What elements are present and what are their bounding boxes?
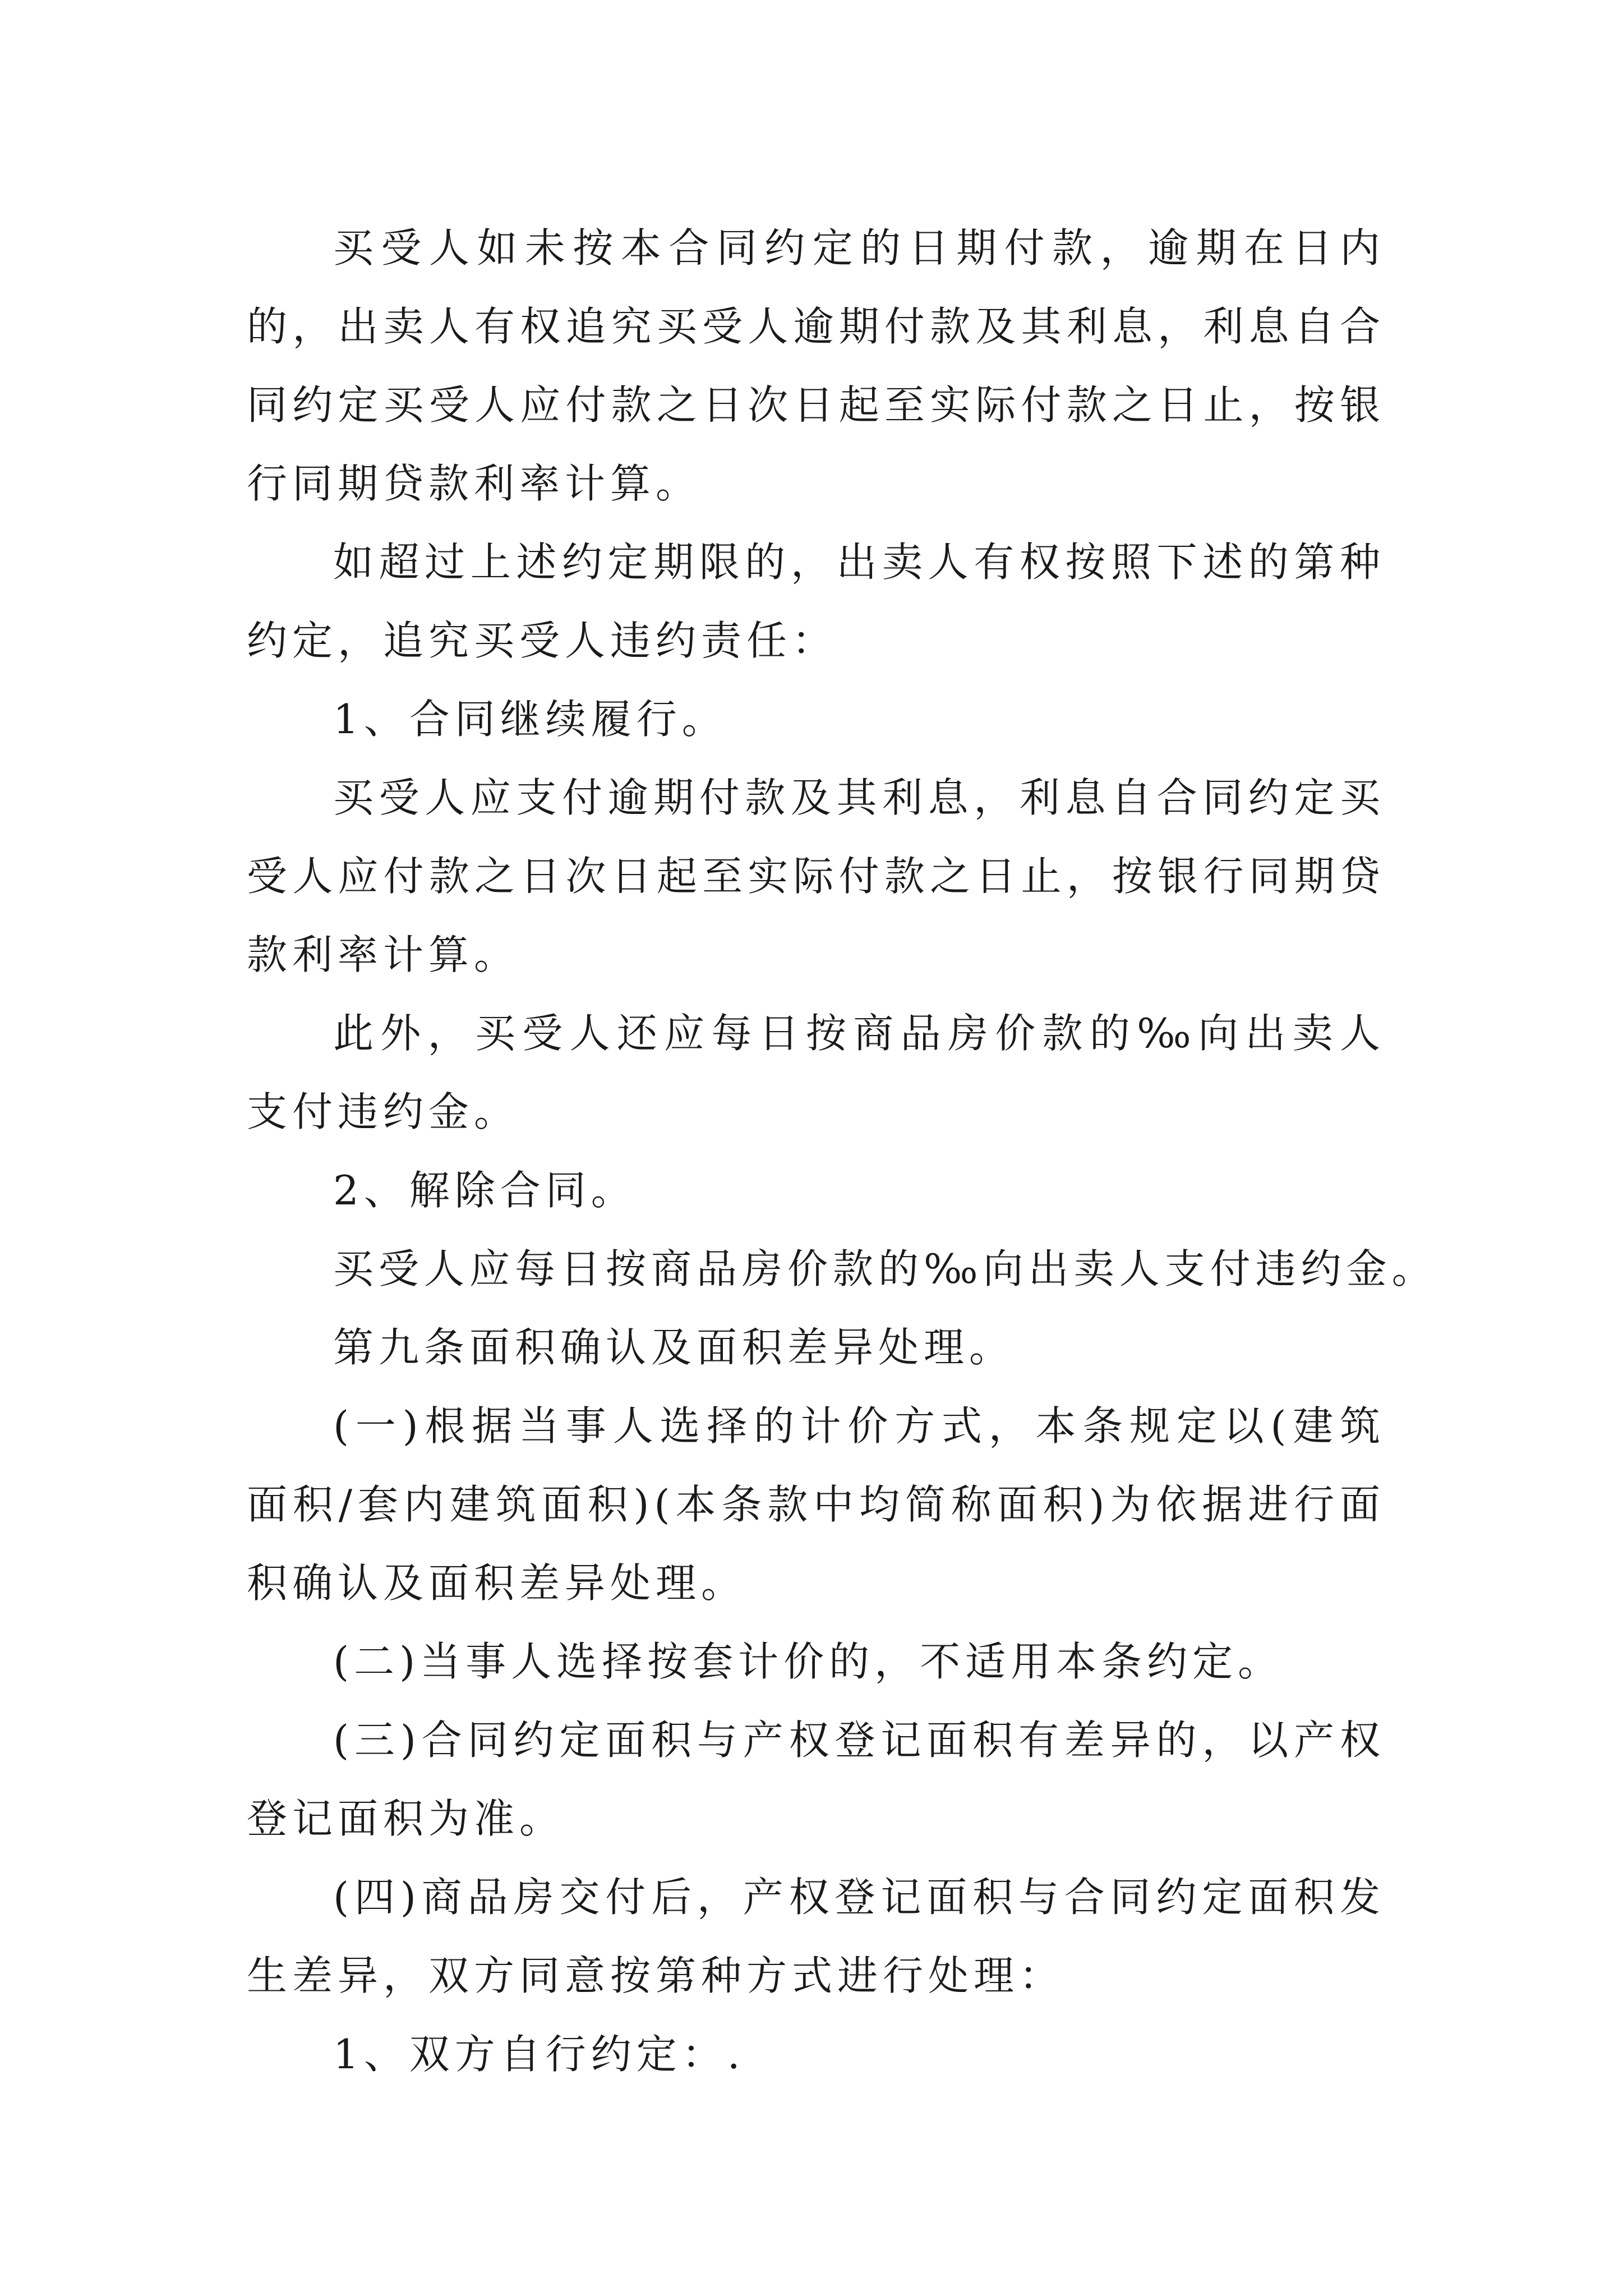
paragraph-penalty: 此外，买受人还应每日按商品房价款的‰向出卖人支付违约金。 [247, 1010, 1385, 1135]
clause-4-after-delivery: (四)商品房交付后，产权登记面积与合同约定面积发生差异，双方同意按第种方式进行处理： [247, 1874, 1385, 1999]
paragraph-exceed-limit: 如超过上述约定期限的，出卖人有权按照下述的第种约定，追究买受人违约责任： [247, 539, 1385, 664]
paragraph-option-1-continue: 1、合同继续履行。 [333, 696, 727, 743]
paragraph-option-2-terminate: 2、解除合同。 [333, 1167, 637, 1214]
clause-4-option-1: 1、双方自行约定：. [333, 2031, 745, 2078]
clause-1-pricing-method: (一)根据当事人选择的计价方式，本条规定以(建筑面积/套内建筑面积)(本条款中均简称面积)为依据进行面积确认及面积差异处理。 [247, 1402, 1385, 1607]
clause-2-per-unit: (二)当事人选择按套计价的，不适用本条约定。 [333, 1638, 1284, 1685]
document-body [247, 209, 1437, 2093]
clause-3-area-difference: (三)合同约定面积与产权登记面积有差异的，以产权登记面积为准。 [247, 1717, 1385, 1842]
article-9-heading: 第九条面积确认及面积差异处理。 [333, 1324, 1015, 1371]
paragraph-overdue-interest: 买受人应支付逾期付款及其利息，利息自合同约定买受人应付款之日次日起至实际付款之日止，按银行同期贷款利率计算。 [247, 774, 1385, 978]
paragraph-terminate-penalty: 买受人应每日按商品房价款的‰向出卖人支付违约金。 [333, 1245, 1437, 1292]
paragraph-late-payment: 买受人如未按本合同约定的日期付款，逾期在日内的，出卖人有权追究买受人逾期付款及其利息，利息自合同约定买受人应付款之日次日起至实际付款之日止，按银行同期贷款利率计算。 [247, 224, 1385, 507]
